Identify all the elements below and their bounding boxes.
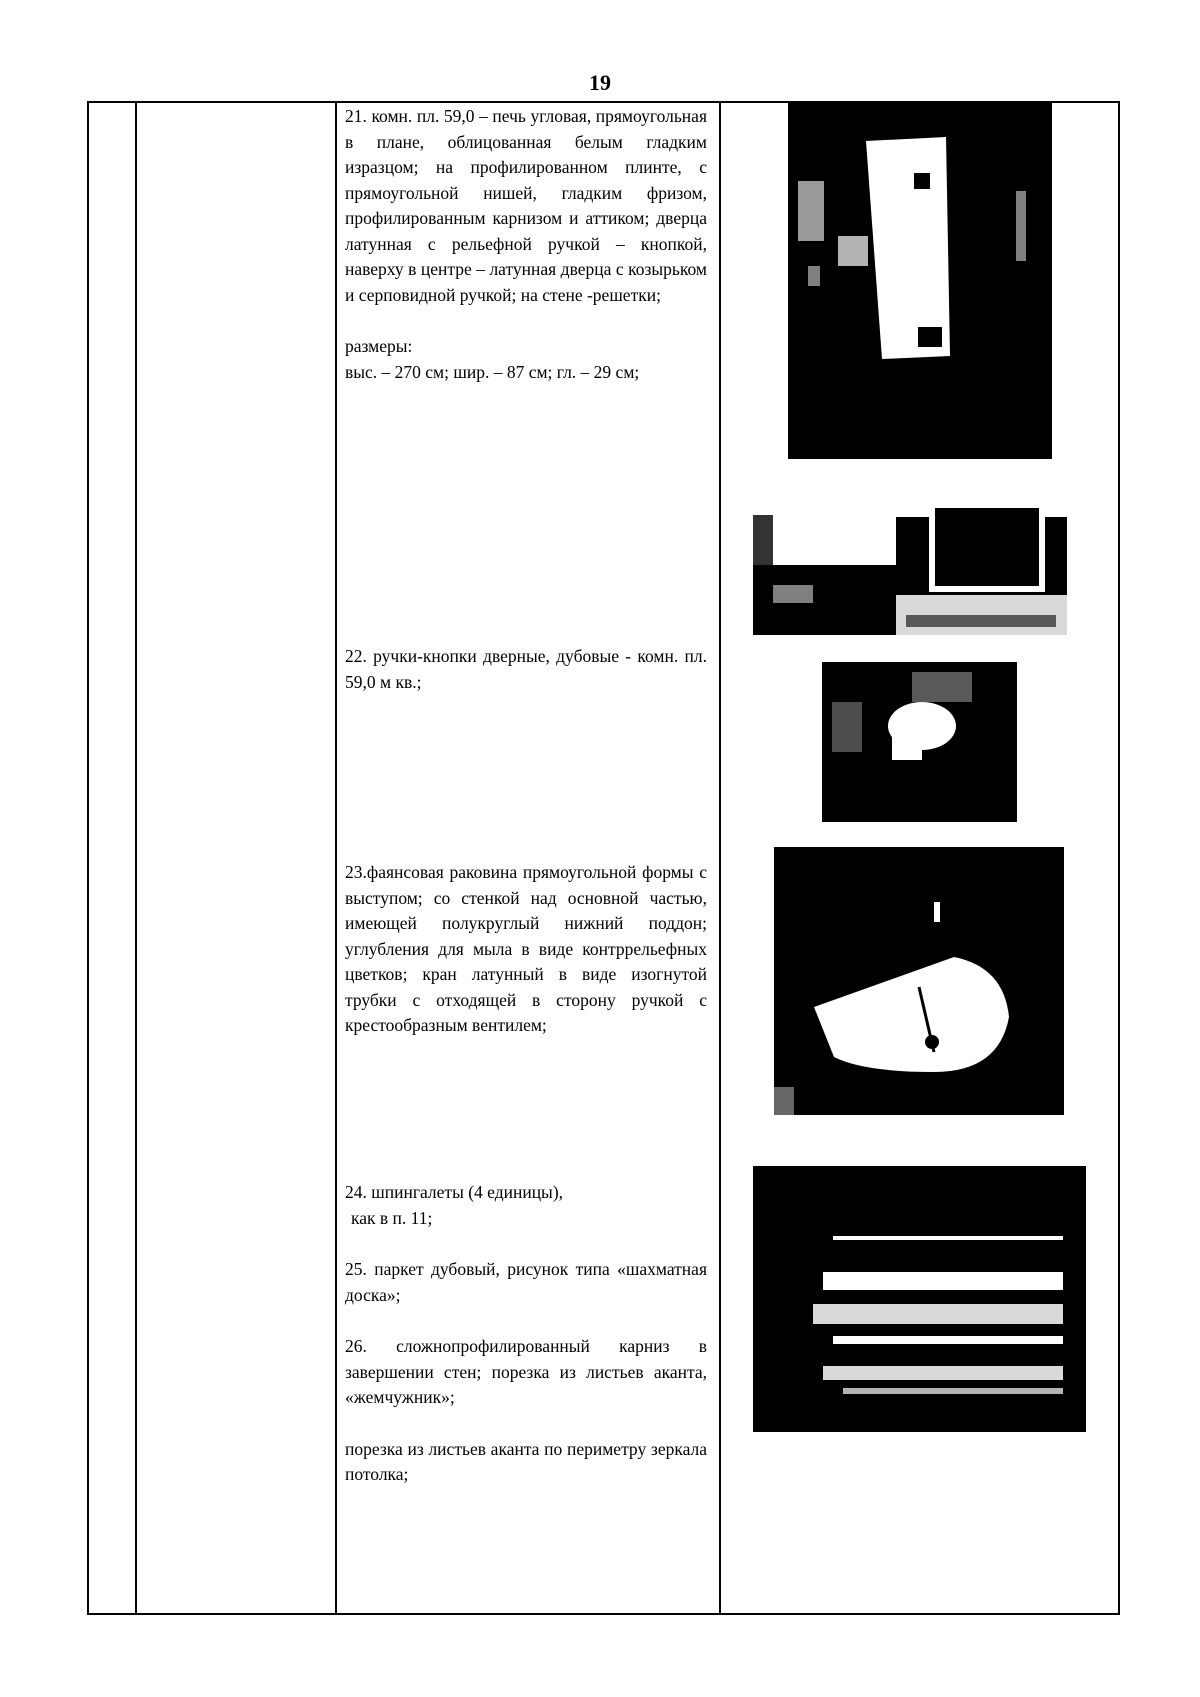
stove-detail-photo-right xyxy=(896,485,1067,635)
stove-detail-photo-left xyxy=(753,485,896,635)
item-22-text: 22. ручки-кнопки дверные, дубовые - комн. пл. 59,0 м кв.; xyxy=(345,646,707,692)
item-24-26-description xyxy=(345,1180,707,1488)
page-number: 19 xyxy=(589,70,611,95)
item-23-description xyxy=(345,860,707,1039)
item-22-description xyxy=(345,644,707,695)
item-25-text: 25. паркет дубовый, рисунок типа «шахматная доска»; xyxy=(345,1259,707,1305)
column-divider-1 xyxy=(135,103,137,1613)
item-21-description xyxy=(345,104,707,385)
item-24-reference: как в п. 11; xyxy=(351,1207,433,1228)
item-21-text: 21. комн. пл. 59,0 – печь угловая, прямоугольная в плане, облицованная белым гладким изразцом; на профилированном плинте, с прямоугольной нишей, гладким фризом, профилированным карнизом и аттиком; дверца латунная с рельефной ручкой – кнопкой, наверху в центре – латунная дверца с козырьком и серповидной ручкой; на стене -решетки; xyxy=(345,106,707,305)
item-21-dimensions-label: размеры: xyxy=(345,336,413,356)
item-26-ceiling-text: порезка из листьев аканта по периметру зеркала потолка; xyxy=(345,1438,707,1484)
item-24-text: 24. шпингалеты (4 единицы), xyxy=(345,1182,564,1202)
sink-photo xyxy=(774,847,1064,1115)
column-divider-3 xyxy=(719,103,721,1613)
item-21-dimensions: выс. – 270 см; шир. – 87 см; гл. – 29 см; xyxy=(345,361,640,382)
stove-photo xyxy=(788,101,1052,459)
item-26-text: 26. сложнопрофилированный карниз в завершении стен; порезка из листьев аканта, «жемчужник»; xyxy=(345,1336,707,1407)
door-handle-photo xyxy=(822,662,1017,822)
column-divider-2 xyxy=(335,103,337,1613)
item-23-text: 23.фаянсовая раковина прямоугольной формы с выступом; со стенкой над основной частью, имеющей полукруглый нижний поддон; углубления для мыла в виде контррельефных цветков; кран латунный в виде изогнутой трубки с отходящей в сторону ручкой с крестообразным вентилем; xyxy=(345,862,707,1035)
cornice-photo xyxy=(753,1166,1086,1432)
